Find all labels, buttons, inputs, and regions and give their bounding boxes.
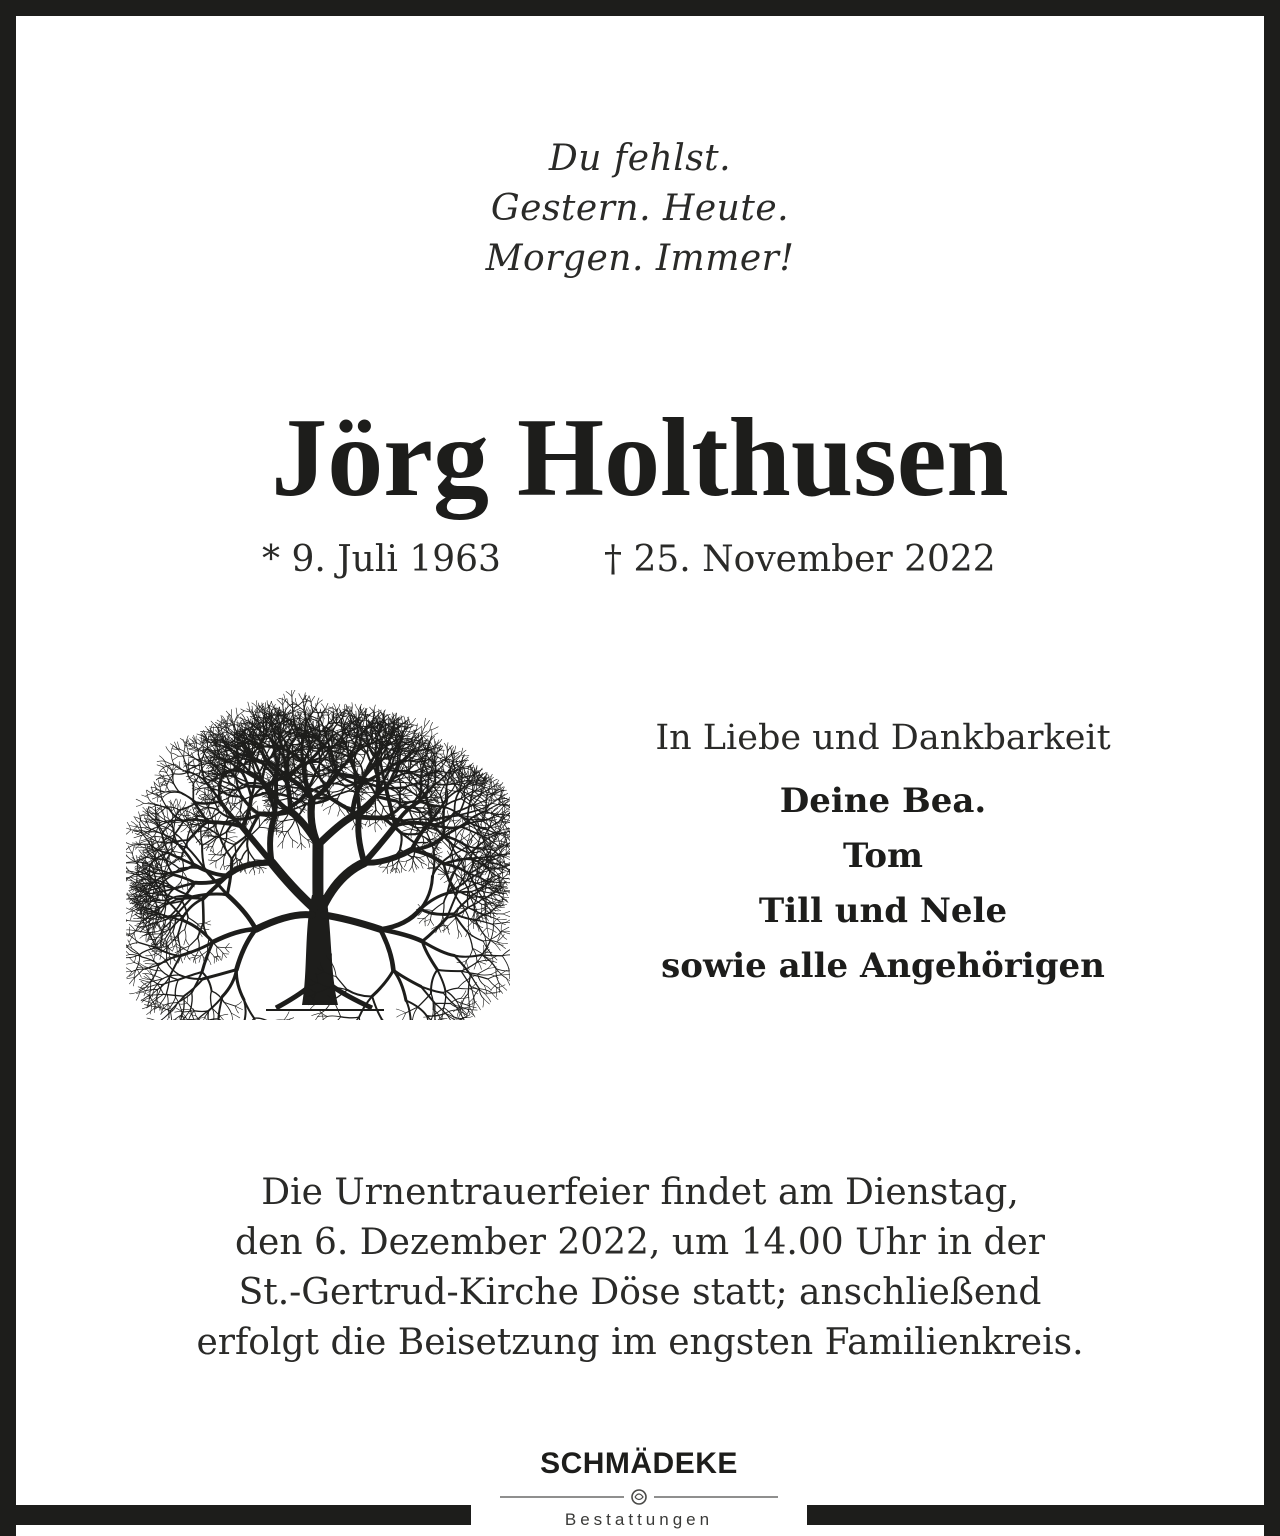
funeral-home-name: SCHMÄDEKE xyxy=(540,1447,738,1480)
mourner-line: Till und Nele xyxy=(758,891,1008,931)
death-date: † 25. November 2022 xyxy=(604,539,996,580)
motto-line: Du fehlst. xyxy=(548,138,732,179)
deceased-name: Jörg Holthusen xyxy=(271,396,1009,520)
border-bottom-left xyxy=(0,1505,471,1525)
motto-verse xyxy=(0,134,1280,284)
mourner-line: Deine Bea. xyxy=(779,781,987,821)
service-line: erfolgt die Beisetzung im engsten Familienkreis. xyxy=(196,1322,1084,1363)
service-line: St.-Gertrud-Kirche Döse statt; anschließend xyxy=(238,1272,1042,1313)
funeral-home-logo xyxy=(471,1442,807,1532)
motto-line: Morgen. Immer! xyxy=(485,238,795,279)
birth-date: * 9. Juli 1963 xyxy=(262,539,501,580)
service-line: Die Urnentrauerfeier findet am Dienstag, xyxy=(261,1172,1019,1213)
motto-line: Gestern. Heute. xyxy=(490,188,790,229)
border-bottom-right xyxy=(807,1505,1280,1525)
mourners-list xyxy=(600,774,1166,994)
funeral-home-subtitle: Bestattungen xyxy=(564,1510,714,1529)
service-line: den 6. Dezember 2022, um 14.00 Uhr in der xyxy=(235,1222,1045,1263)
border-top xyxy=(0,0,1280,16)
mourner-line: Tom xyxy=(842,836,924,876)
ornament-icon xyxy=(486,1486,792,1508)
service-notice xyxy=(0,1168,1280,1368)
mourner-line: sowie alle Angehörigen xyxy=(661,946,1105,986)
tree-icon xyxy=(126,690,510,1020)
closing-block xyxy=(600,712,1166,994)
closing-intro: In Liebe und Dankbarkeit xyxy=(655,718,1111,758)
